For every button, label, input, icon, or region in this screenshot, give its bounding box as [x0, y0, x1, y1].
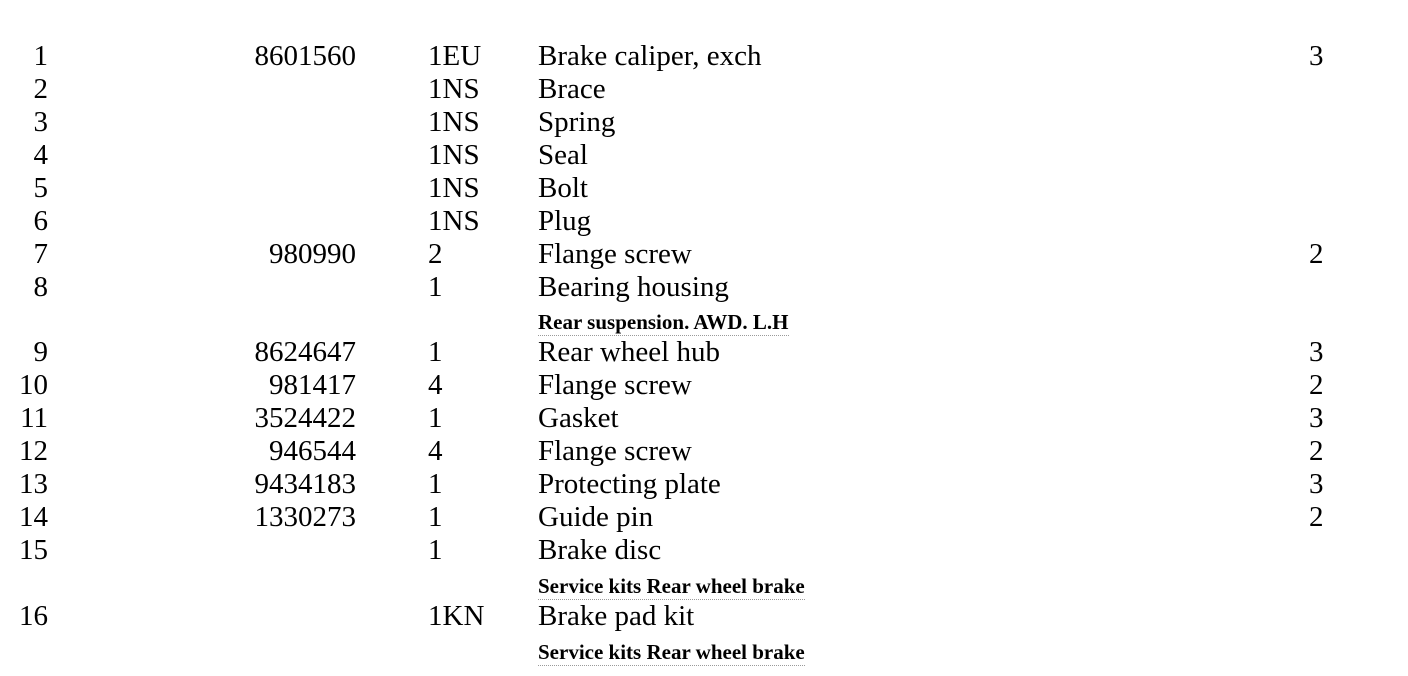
part-description: Brake pad kit — [538, 600, 695, 632]
note-code: 3 — [1309, 402, 1324, 434]
quantity: 4 — [428, 369, 443, 401]
part-description: Flange screw — [538, 369, 692, 401]
section-heading: Service kits Rear wheel brake — [538, 640, 805, 664]
section-heading: Service kits Rear wheel brake — [538, 574, 805, 598]
part-description: Gasket — [538, 402, 619, 434]
note-code: 3 — [1309, 40, 1324, 72]
part-number: 8624647 — [254, 336, 356, 368]
parts-row — [0, 73, 1408, 106]
part-number: 9434183 — [254, 468, 356, 500]
quantity: 1 — [428, 271, 443, 303]
parts-row — [0, 40, 1408, 73]
section-heading: Rear suspension. AWD. L.H — [538, 310, 789, 334]
quantity: 1 — [428, 402, 443, 434]
part-description: Plug — [538, 205, 592, 237]
parts-row — [0, 501, 1408, 534]
note-code: 2 — [1309, 238, 1324, 270]
quantity: 2 — [428, 238, 443, 270]
quantity: 1NS — [428, 172, 480, 204]
part-number: 8601560 — [254, 40, 356, 72]
position-number: 1 — [33, 40, 48, 72]
note-code: 2 — [1309, 369, 1324, 401]
part-description: Rear wheel hub — [538, 336, 720, 368]
part-description: Bearing housing — [538, 271, 729, 303]
note-code: 2 — [1309, 501, 1324, 533]
parts-row — [0, 106, 1408, 139]
position-number: 4 — [33, 139, 48, 171]
part-description: Spring — [538, 106, 616, 138]
note-code: 3 — [1309, 468, 1324, 500]
parts-row — [0, 271, 1408, 304]
part-description: Seal — [538, 139, 588, 171]
quantity: 1 — [428, 468, 443, 500]
position-number: 16 — [19, 600, 48, 632]
position-number: 12 — [19, 435, 48, 467]
note-code: 3 — [1309, 336, 1324, 368]
position-number: 13 — [19, 468, 48, 500]
part-number: 1330273 — [254, 501, 356, 533]
parts-row — [0, 238, 1408, 271]
parts-row — [0, 600, 1408, 633]
parts-row — [0, 468, 1408, 501]
parts-row — [0, 402, 1408, 435]
part-number: 3524422 — [254, 402, 356, 434]
part-description: Guide pin — [538, 501, 654, 533]
part-description: Flange screw — [538, 435, 692, 467]
quantity: 4 — [428, 435, 443, 467]
part-description: Flange screw — [538, 238, 692, 270]
parts-row — [0, 369, 1408, 402]
note-code: 2 — [1309, 435, 1324, 467]
parts-row — [0, 435, 1408, 468]
part-description: Brace — [538, 73, 606, 105]
quantity: 1NS — [428, 106, 480, 138]
position-number: 2 — [33, 73, 48, 105]
parts-row — [0, 534, 1408, 567]
part-number: 980990 — [269, 238, 356, 270]
position-number: 6 — [33, 205, 48, 237]
position-number: 11 — [20, 402, 48, 434]
quantity: 1 — [428, 501, 443, 533]
position-number: 8 — [33, 271, 48, 303]
position-number: 5 — [33, 172, 48, 204]
quantity: 1NS — [428, 139, 480, 171]
position-number: 15 — [19, 534, 48, 566]
part-description: Bolt — [538, 172, 588, 204]
parts-row — [0, 205, 1408, 238]
parts-row — [0, 172, 1408, 205]
parts-row — [0, 139, 1408, 172]
quantity: 1 — [428, 336, 443, 368]
position-number: 9 — [33, 336, 48, 368]
part-description: Protecting plate — [538, 468, 721, 500]
quantity: 1NS — [428, 205, 480, 237]
part-description: Brake caliper, exch — [538, 40, 762, 72]
quantity: 1EU — [428, 40, 482, 72]
quantity: 1 — [428, 534, 443, 566]
position-number: 3 — [33, 106, 48, 138]
position-number: 7 — [33, 238, 48, 270]
quantity: 1KN — [428, 600, 485, 632]
part-number: 981417 — [269, 369, 356, 401]
part-description: Brake disc — [538, 534, 662, 566]
part-number: 946544 — [269, 435, 356, 467]
position-number: 14 — [19, 501, 48, 533]
parts-row — [0, 336, 1408, 369]
quantity: 1NS — [428, 73, 480, 105]
position-number: 10 — [19, 369, 48, 401]
